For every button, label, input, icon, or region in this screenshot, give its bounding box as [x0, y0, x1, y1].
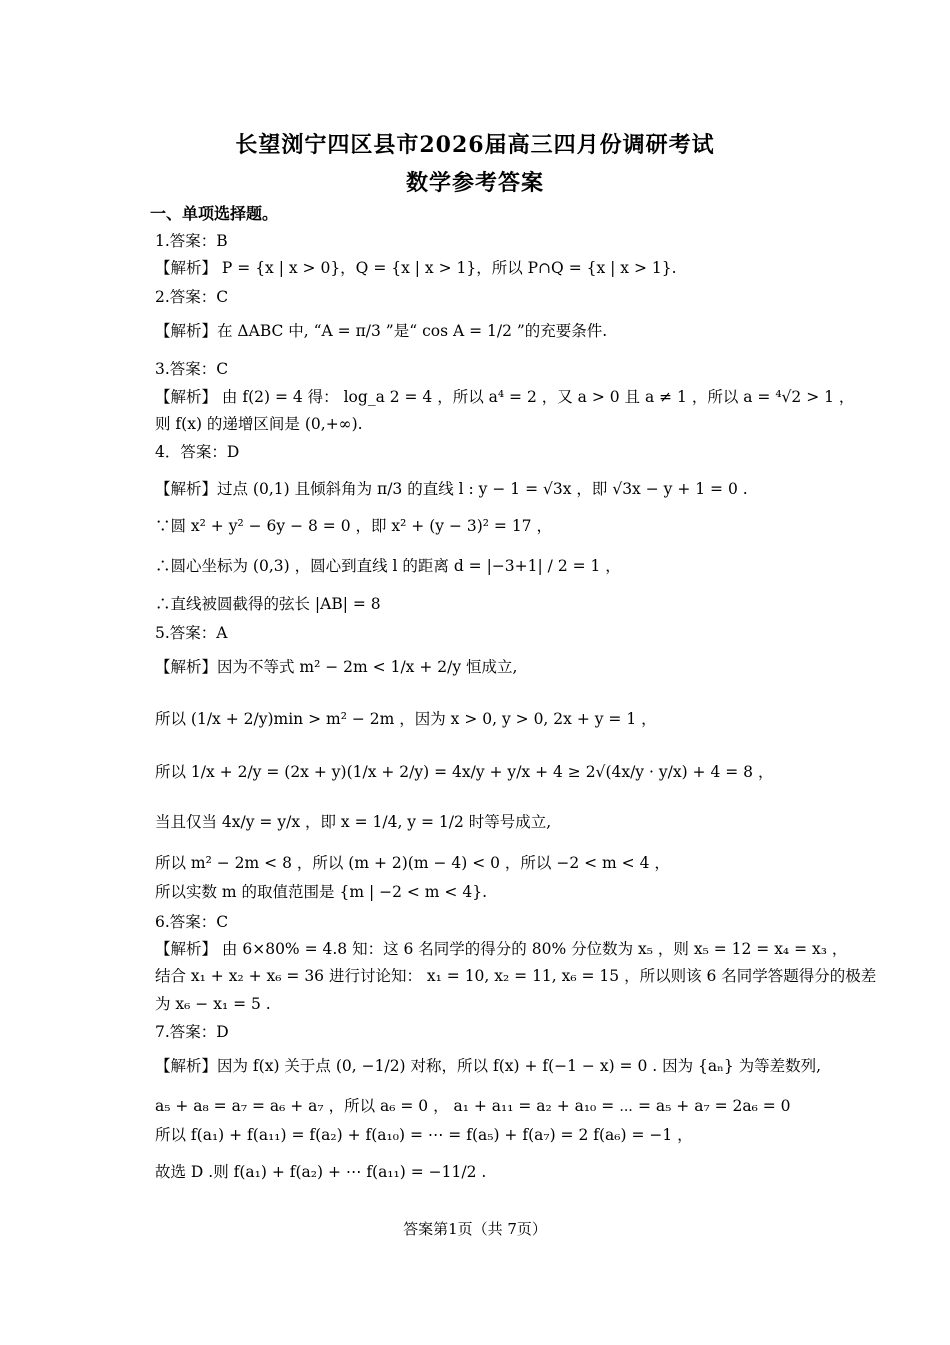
answer-line: 结合 x₁ + x₂ + x₆ = 36 进行讨论知： x₁ = 10, x₂ = 11, x₆ = 15 ，所以则该 6 名同学答题得分的极差: [155, 967, 877, 985]
answer-line: 【解析】 P = {x | x > 0}，Q = {x | x > 1}，所以 P∩Q = {x | x > 1}.: [155, 259, 677, 277]
answer-line: ∵圆 x² + y² − 6y − 8 = 0 ，即 x² + (y − 3)² = 17 ，: [155, 517, 552, 535]
answer-line: ∴直线被圆截得的弦长 |AB| = 8: [155, 595, 381, 613]
section-heading: 一、单项选择题。: [150, 204, 279, 223]
page-title: 长望浏宁四区县市2026届高三四月份调研考试: [235, 132, 715, 158]
answer-line: 为 x₆ − x₁ = 5 .: [155, 995, 271, 1013]
answer-line: 故选 D .则 f(a₁) + f(a₂) + ⋯ f(a₁₁) = −11/2 .: [155, 1163, 487, 1181]
answer-line: a₅ + a₈ = a₇ = a₆ + a₇ ，所以 a₆ = 0 ， a₁ + a₁₁ = a₂ + a₁₀ = ⋯ = a₅ + a₇ = 2a₆ = 0: [155, 1097, 791, 1115]
page-subtitle: 数学参考答案: [405, 170, 544, 196]
answer-line: 【解析】 由 6×80% = 4.8 知：这 6 名同学的得分的 80% 分位数为 x₅ ，则 x₅ = 12 = x₄ = x₃ ，: [155, 940, 848, 958]
answer-line: 则 f(x) 的递增区间是 (0,+∞).: [155, 415, 363, 433]
answer-line: 所以 m² − 2m < 8 ，所以 (m + 2)(m − 4) < 0 ，所以 −2 < m < 4 ，: [155, 854, 670, 872]
answer-line: 【解析】 由 f(2) = 4 得： log_a 2 = 4 ，所以 a⁴ = 2 ，又 a > 0 且 a ≠ 1 ，所以 a = ⁴√2 > 1 ，: [155, 388, 855, 406]
answer-line: 所以实数 m 的取值范围是 {m | −2 < m < 4}.: [155, 883, 487, 901]
answer-line: 【解析】过点 (0,1) 且倾斜角为 π/3 的直线 l : y − 1 = √3x ，即 √3x − y + 1 = 0 .: [155, 480, 748, 498]
answer-line: 3.答案：C: [155, 360, 229, 378]
answer-line: 【解析】因为不等式 m² − 2m < 1/x + 2/y 恒成立,: [155, 658, 518, 676]
answer-line: ∴圆心坐标为 (0,3) ，圆心到直线 l 的距离 d = |−3+1| / 2 = 1 ，: [155, 557, 621, 575]
answer-line: 4．答案：D: [155, 443, 240, 461]
answer-line: 所以 f(a₁) + f(a₁₁) = f(a₂) + f(a₁₀) = ⋯ = f(a₅) + f(a₇) = 2 f(a₆) = −1 ，: [155, 1126, 693, 1144]
answer-line: 【解析】因为 f(x) 关于点 (0, −1/2) 对称，所以 f(x) + f(−1 − x) = 0 . 因为 {aₙ} 为等差数列,: [155, 1057, 822, 1075]
answer-line: 2.答案：C: [155, 288, 229, 306]
answer-line: 7.答案：D: [155, 1023, 229, 1041]
answer-line: 【解析】在 ΔABC 中, “A = π/3 ”是“ cos A = 1/2 ”的充要条件.: [155, 322, 608, 340]
answer-line: 6.答案：C: [155, 913, 229, 931]
page-footer: 答案第1页（共 7页）: [403, 1220, 547, 1238]
answer-line: 当且仅当 4x/y = y/x ，即 x = 1/4, y = 1/2 时等号成立,: [155, 813, 552, 831]
answer-line: 所以 (1/x + 2/y)min > m² − 2m ，因为 x > 0, y > 0, 2x + y = 1 ，: [155, 710, 657, 728]
answer-line: 所以 1/x + 2/y = (2x + y)(1/x + 2/y) = 4x/y + y/x + 4 ≥ 2√(4x/y · y/x) + 4 = 8 ，: [155, 763, 774, 781]
answer-line: 1.答案：B: [155, 232, 228, 250]
answer-line: 5.答案：A: [155, 624, 228, 642]
